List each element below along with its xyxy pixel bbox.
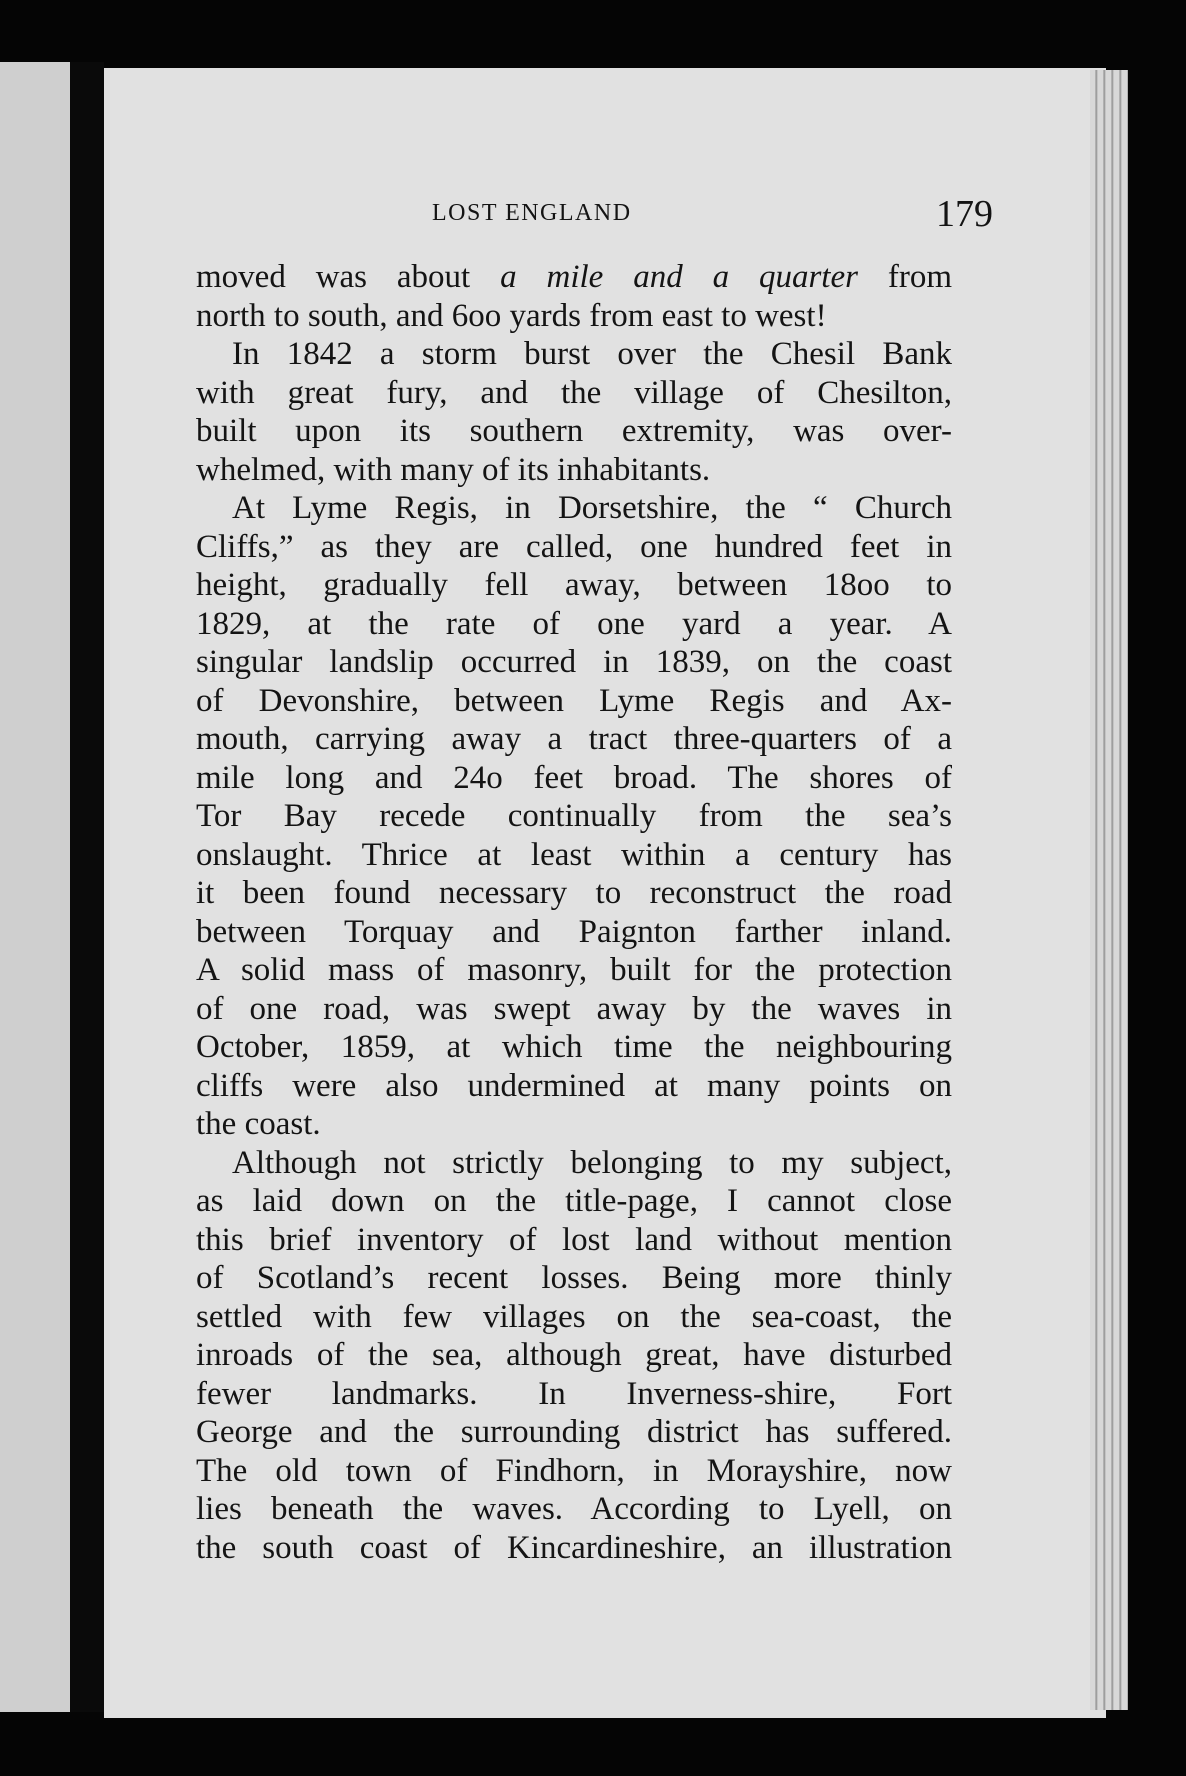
text-line: as laid down on the title-page, I cannot close xyxy=(196,1183,952,1219)
text-line: whelmed, with many of its inhabitants. xyxy=(196,451,711,488)
text-line: At Lyme Regis, in Dorsetshire, the “ Church xyxy=(232,490,952,526)
page-stack-edge xyxy=(1090,70,1128,1710)
page-number: 179 xyxy=(936,193,993,235)
text-line: singular landslip occurred in 1839, on the coast xyxy=(196,644,952,680)
text-line: George and the surrounding district has suffered. xyxy=(196,1414,952,1450)
text-line: of Scotland’s recent losses. Being more thinly xyxy=(196,1260,952,1296)
text-line: cliffs were also undermined at many points on xyxy=(196,1067,952,1104)
text-line: the coast. xyxy=(196,1106,321,1142)
body-text xyxy=(196,258,952,1567)
text-line: The old town of Findhorn, in Morayshire, now xyxy=(196,1452,952,1489)
text-line: height, gradually fell away, between 18oo to xyxy=(196,567,952,603)
text-line: the south coast of Kincardineshire, an illustration xyxy=(196,1529,952,1566)
text-line: with great fury, and the village of Chesilton, xyxy=(196,374,952,411)
text-line: mouth, carrying away a tract three-quarters of a xyxy=(196,721,952,757)
page-header xyxy=(104,192,1106,244)
text-line: A solid mass of masonry, built for the protection xyxy=(196,952,952,988)
text-line: between Torquay and Paignton farther inland. xyxy=(196,913,952,950)
book-gutter xyxy=(70,62,104,1712)
text-line: onslaught. Thrice at least within a century has xyxy=(196,836,952,873)
text-line: lies beneath the waves. According to Lyell, on xyxy=(196,1491,952,1527)
text-line: In 1842 a storm burst over the Chesil Bank xyxy=(232,336,952,372)
text-line: mile long and 24o feet broad. The shores of xyxy=(196,759,952,796)
text-line: October, 1859, at which time the neighbouring xyxy=(196,1029,952,1065)
text-line: moved was about a mile and a quarter from xyxy=(196,259,952,295)
text-line: this brief inventory of lost land without mention xyxy=(196,1221,952,1258)
text-line: Although not strictly belonging to my subject, xyxy=(232,1144,952,1181)
text-line: built upon its southern extremity, was over- xyxy=(196,413,952,449)
text-line: north to south, and 6oo yards from east to west! xyxy=(196,297,827,334)
text-line: it been found necessary to reconstruct the road xyxy=(196,875,952,911)
text-line: of one road, was swept away by the waves in xyxy=(196,990,952,1027)
text-line: 1829, at the rate of one yard a year. A xyxy=(196,605,952,642)
text-line: inroads of the sea, although great, have disturbed xyxy=(196,1337,952,1373)
running-head: LOST ENGLAND xyxy=(432,200,632,226)
text-line: Tor Bay recede continually from the sea’s xyxy=(196,798,952,834)
left-page-edge xyxy=(0,62,72,1712)
text-line: Cliffs,” as they are called, one hundred feet in xyxy=(196,528,952,565)
text-line: settled with few villages on the sea-coast, the xyxy=(196,1298,952,1335)
text-line: of Devonshire, between Lyme Regis and Ax- xyxy=(196,682,952,719)
text-line: fewer landmarks. In Inverness-shire, Fort xyxy=(196,1375,952,1412)
